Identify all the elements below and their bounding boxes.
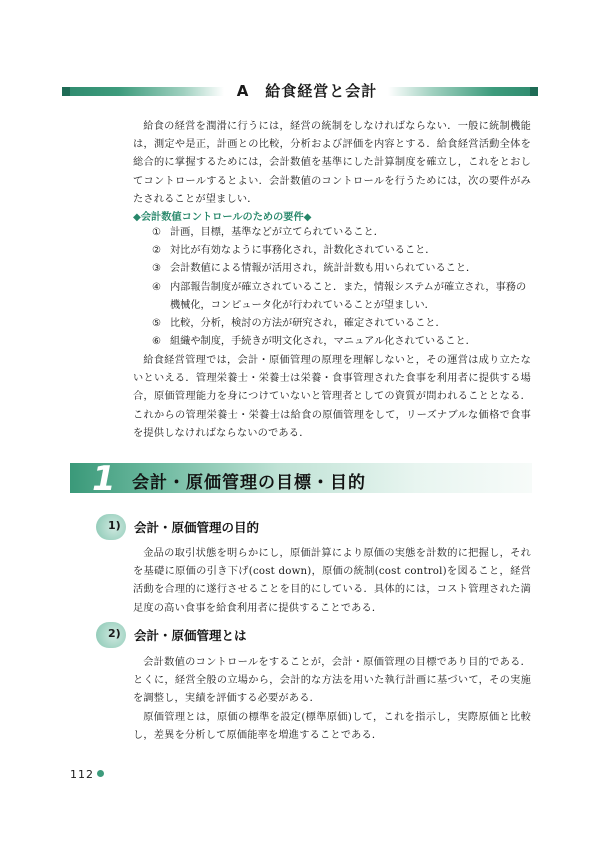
header-rule-left <box>62 87 224 96</box>
section-1-number: 1 <box>92 459 116 499</box>
subsection-2-body-2: 原価管理とは，原価の標準を設定(標準原価)して，これを指示し，実際原価と比較し，差異を分析して原価能率を増進することである． <box>133 712 531 742</box>
subsection-1-body: 金品の取引状態を明らかにし，原価計算により原価の実態を計数的に把握し，それを基礎に原価の引き下げ(cost down)，原価の統制(cost control)を図ること，経営活動を合理的に遂行させることを目的にしている．具体的には，コスト管理された満足度の高い食事を給食利用者に提供することである． <box>133 548 531 614</box>
subsection-2-body: 会計数値のコントロールをすることが，会計・原価管理の目標であり目的である．とくに，経営全般の立場から，会計的な方法を用いた執行計画に基づいて，その実施を調整し，実績を評価する必要がある． <box>133 657 531 705</box>
section-a-title: A 給食経営と会計 <box>236 82 378 100</box>
header-rule-right <box>388 87 538 96</box>
list-item: ⑥ 組織や制度，手続きが明文化され，マニュアル化されていること． <box>152 336 476 348</box>
section-1-title: 会計・原価管理の目標・目的 <box>132 473 366 493</box>
requirements-title: ◆会計数値コントロールのための要件◆ <box>133 212 312 223</box>
page-dot-icon <box>97 770 104 777</box>
list-item: ② 対比が有効なように事務化され，計数化されていること． <box>152 245 436 257</box>
list-item: ③ 会計数値による情報が活用され，統計計数も用いられていること． <box>152 263 477 275</box>
subsection-1-header: 1) 会計・原価管理の目的 <box>96 514 536 540</box>
list-item: ① 計画，目標，基準などが立てられていること． <box>152 227 384 238</box>
requirements-list <box>152 224 532 351</box>
subsection-title: 会計・原価管理の目的 <box>134 520 260 535</box>
list-item: ④ 内部報告制度が確立されていること．また，情報システムが確立され，事務の機械化，コンピュータ化が行われていることが望ましい． <box>152 281 527 311</box>
subsection-title: 会計・原価管理とは <box>134 628 247 643</box>
intro-paragraph: 給食の経営を潤滑に行うには，経営の統制をしなければならない．一般に統制機能は，測定や是正，計画との比較，分析および評価を内容とする．給食経営活動全体を総合的に掌握するためには，会計数値を基準にした計算制度を確立し，これをとおしてコントロールするとよい．会計数値のコントロールを行うためには，次の要件がみたされることが望ましい． <box>133 121 531 205</box>
closing-paragraph: 給食経営管理では，会計・原価管理の原理を理解しないと，その運営は成り立たないといえる．管理栄養士・栄養士は栄養・食事管理された食事を利用者に提供する場合，原価管理能力を身につけていないと管理者としての資質が問われることとなる．これからの管理栄養士・栄養士は給食の原価管理をして，リーズナブルな価格で食事を提供しなければならないのである． <box>133 355 531 439</box>
list-item: ⑤ 比較，分析，検討の方法が研究され，確定されていること． <box>152 318 446 330</box>
page-number: 112 <box>70 768 104 781</box>
subsection-2-header: 2) 会計・原価管理とは <box>96 622 536 648</box>
